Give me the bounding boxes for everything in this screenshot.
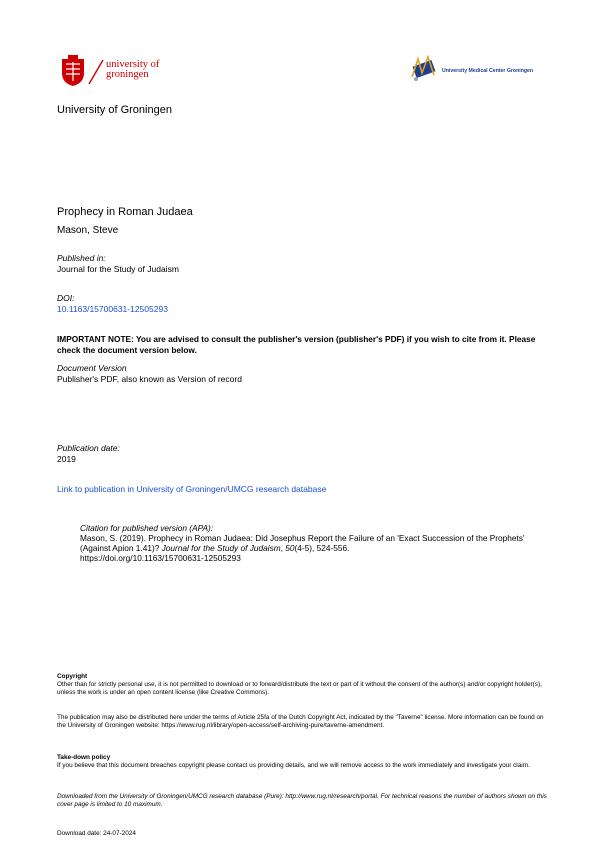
citation-journal: Journal for the Study of Judaism [161, 543, 281, 553]
umcg-logo-text: University Medical Center Groningen [442, 68, 534, 74]
rug-logo-line1: university of [106, 59, 160, 70]
rug-crest-icon [60, 55, 86, 87]
downloaded-from-text: Downloaded from the University of Groningen/UMCG research database (Pure): http://www.rug.nl/research/portal. For technical reasons the number of authors shown on this cover page is limited to 10 maximum. [57, 793, 547, 808]
publication-link[interactable]: Link to publication in University of Groningen/UMCG research database [57, 484, 327, 494]
copyright-text: Other than for strictly personal use, it is not permitted to download or to forward/distribute the text or part of it without the consent of the author(s) and/or copyright holder(s), unless the work is under an open content license (like Creative Commons). [57, 681, 542, 696]
citation-part1: Mason, S. (2019). Prophecy in Roman Judaea: Did Josephus Report the Failure of an 'Exact Succession of the Prophets' (Against Apion 1.41)? [80, 533, 525, 553]
doi-label: DOI: [57, 293, 75, 303]
rug-logo-line2: groningen [106, 69, 149, 80]
doi-link[interactable]: 10.1163/15700631-12505293 [57, 304, 168, 314]
publication-date-value: 2019 [57, 454, 76, 464]
copyright-heading: Copyright [57, 673, 88, 680]
citation-text [80, 533, 556, 563]
document-title: Prophecy in Roman Judaea [57, 206, 193, 218]
document-version-value: Publisher's PDF, also known as Version of record [57, 374, 242, 384]
takedown-heading: Take-down policy [57, 754, 111, 761]
published-in-label: Published in: [57, 253, 106, 263]
citation-url: https://doi.org/10.1163/15700631-12505293 [80, 553, 241, 563]
rug-slash-icon [87, 58, 105, 86]
rug-logo [60, 55, 180, 87]
institution-name: University of Groningen [57, 104, 172, 116]
taverne-text: The publication may also be distributed here under the terms of Article 25fa of the Dutch Copyright Act, indicated by the "Taverne" license. More information can be found on the University of Groningen website: https://www.rug.nl/library/open-access/self-archiving-pure/taverne-amendment. [57, 714, 544, 729]
published-in-value: Journal for the Study of Judaism [57, 264, 179, 274]
citation-label: Citation for published version (APA): [80, 523, 214, 533]
umcg-emblem-icon [408, 53, 440, 85]
takedown-text: If you believe that this document breaches copyright please contact us providing details, and we will remove access to the work immediately and investigate your claim. [57, 762, 530, 769]
citation-part2: , [280, 543, 286, 553]
download-date: Download date: 24-07-2024 [57, 830, 136, 837]
citation-volume: 50 [285, 543, 295, 553]
citation-part3: (4-5), 524-556. [294, 543, 350, 553]
umcg-logo [408, 53, 548, 85]
document-author: Mason, Steve [57, 225, 119, 236]
important-note: IMPORTANT NOTE: You are advised to consult the publisher's version (publisher's PDF) if you wish to cite from it. Please check the document version below. [57, 334, 536, 355]
document-version-label: Document Version [57, 363, 127, 373]
publication-date-label: Publication date: [57, 443, 120, 453]
